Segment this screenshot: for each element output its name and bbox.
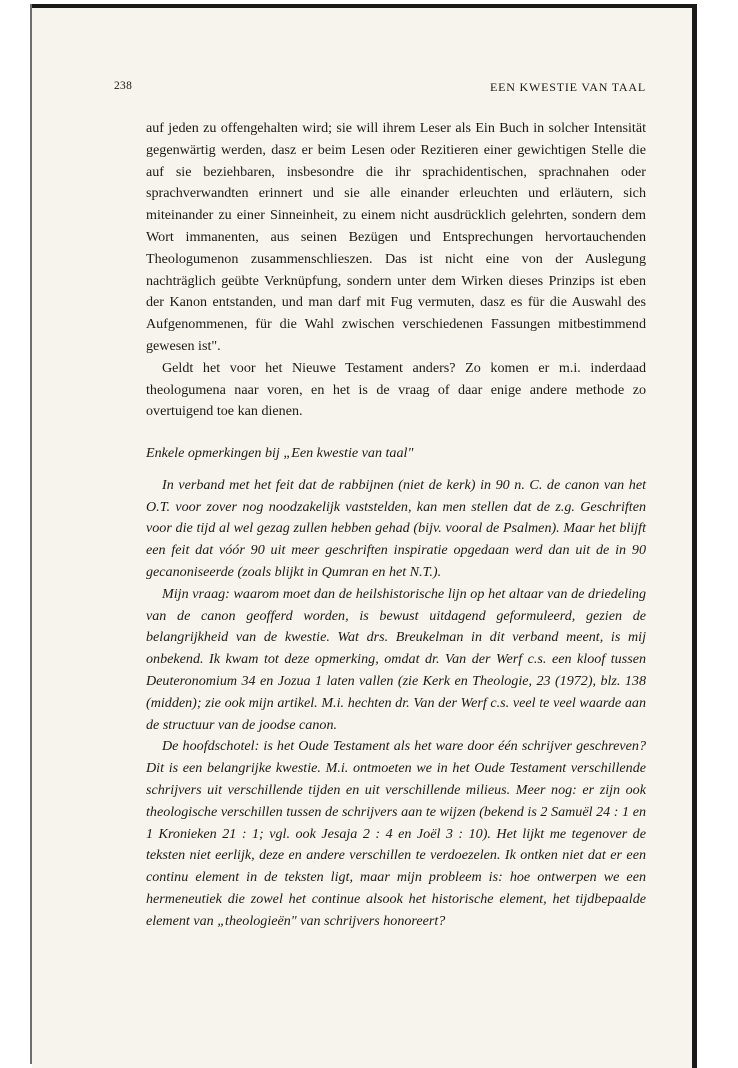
- section-paragraph-question: Mijn vraag: waarom moet dan de heilshistorische lijn op het altaar van de driedeling van de canon geofferd worden, is bewust uitdagend geformuleerd, gezien de belangrijkheid van de kwestie. Wat drs. Breukelman in dit verband meent, is mij onbekend. Ik kwam tot deze opmerking, omdat dr. Van der Werf c.s. een kloof tussen Deuteronomium 34 en Jozua 1 laten vallen (zie Kerk en Theologie, 23 (1972), blz. 138 (midden); zie ook mijn artikel. M.i. hechten dr. Van der Werf c.s. veel te veel waarde aan de structuur van de joodse canon.: [146, 585, 646, 733]
- body-paragraph-question: Geldt het voor het Nieuwe Testament anders? Zo komen er m.i. inderdaad theologumena naar voren, en het is de vraag of daar enige andere methode zo overtuigend toe kan dienen.: [146, 359, 646, 420]
- section-title: Enkele opmerkingen bij „Een kwestie van taal": [146, 445, 414, 461]
- section-paragraph-canon: In verband met het feit dat de rabbijnen (niet de kerk) in 90 n. C. de canon van het O.T. voor zover nog noodzakelijk vaststelden, kan men stellen dat de z.g. Geschriften voor die tijd al wel gezag zullen hebben gehad (bijv. vooral de Psalmen). Maar het blijft een feit dat vóór 90 uit meer geschriften inspiratie opgedaan werd dan uit de in 90 gecanoniseerde (zoals blijkt in Qumran en het N.T.).: [146, 476, 646, 580]
- running-title: EEN KWESTIE VAN TAAL: [489, 80, 646, 94]
- body-paragraph-quote: auf jeden zu offengehalten wird; sie will ihrem Leser als Ein Buch in solcher Intensität gegenwärtig werden, dasz er beim Lesen oder Rezitieren einer gewichtigen Stelle die auf sie beziehbaren, insbesondre die ihr sprachidentischen, sprachnahen oder sprachverwandten erinnert und sie alle einander erleuchten und erläutern, sich miteinander zu einer Sinneinheit, zu einem nicht ausdrücklich gelehrten, sondern dem Wort immanenten, aus seinen Bezügen und Entsprechungen hervortauchenden Theologumenon zusammenschlieszen. Das ist nicht eine von der Auslegung nachträglich geübte Verknüpfung, sondern unter dem Wirken dieses Prinzips ist eben der Kanon entstanden, und man darf mit Fug vermuten, dasz es für die Auswahl des Aufgenommenen, für die Wahl zwischen verschiedenen Fassungen mitbestimmend gewesen ist".: [146, 120, 646, 354]
- scan-border-right: [692, 4, 697, 1068]
- remarks-section: [146, 443, 646, 933]
- page-number: 238: [114, 80, 133, 92]
- section-paragraph-main: De hoofdschotel: is het Oude Testament als het ware door één schrijver geschreven? Dit is een belangrijke kwestie. M.i. ontmoeten we in het Oude Testament verschillende schrijvers uit verschillende tijden en uit verschillende milieus. Meer nog: er zijn ook theologische verschillen tussen de schrijvers aan te wijzen (bekend is 2 Samuël 24 : 1 en 1 Kronieken 21 : 1; vgl. ook Jesaja 2 : 4 en Joël 3 : 10). Het lijkt me tegenover de teksten niet eerlijk, deze en andere verschillen te verdoezelen. Ik ontken niet dat er een continu element in de teksten ligt, maar mijn probleem is: hoe ontwerpen we een hermeneutiek die zowel het continue alsook het historische element, het tijdbepaalde element van „theologieën" van schrijvers honoreert?: [146, 738, 646, 929]
- body-text: [146, 118, 646, 423]
- page-header: [114, 80, 646, 98]
